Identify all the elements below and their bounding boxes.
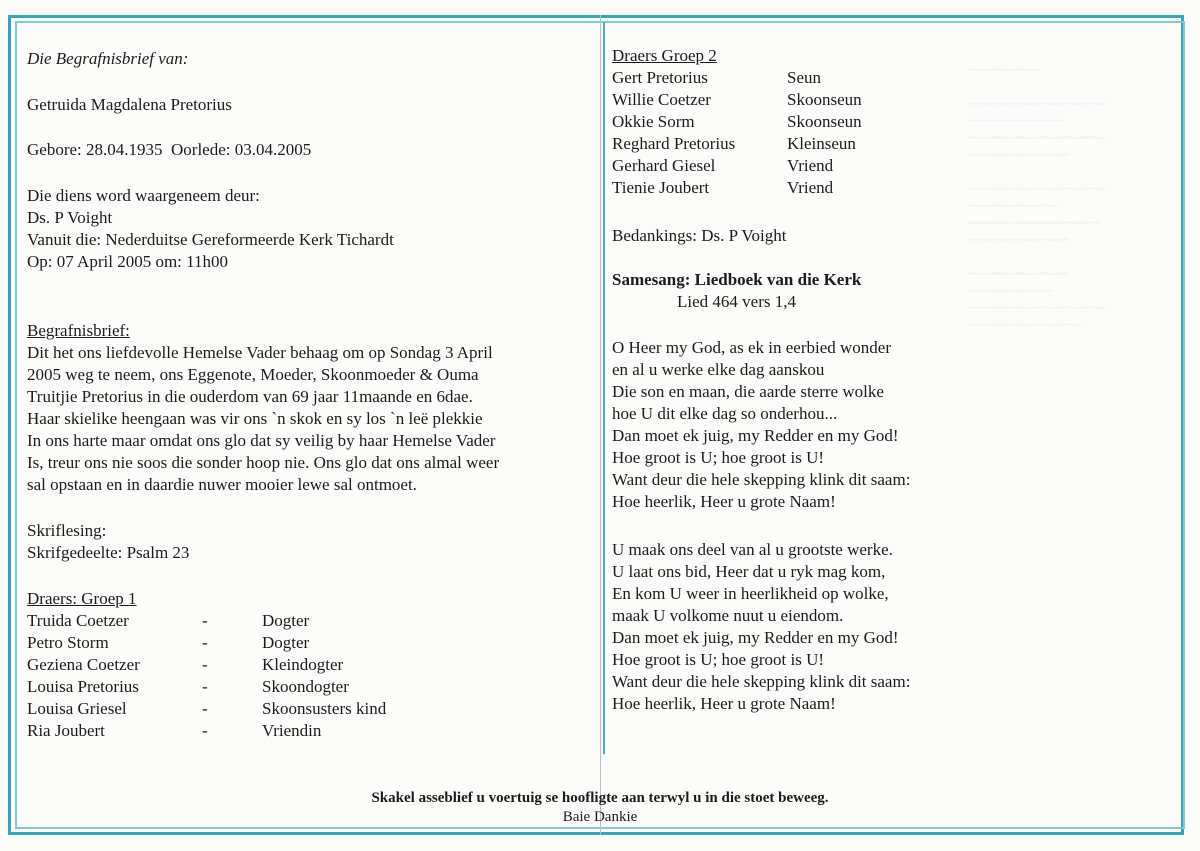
bearer-dash: - [202, 677, 208, 696]
bearers-group1-heading: Draers: Groep 1 [27, 589, 137, 608]
page-fold-line [600, 15, 601, 835]
bearer-name: Ria Joubert [27, 721, 105, 740]
obituary-line: Dit het ons liefdevolle Hemelse Vader behaag om op Sondag 3 April [27, 343, 493, 362]
reading-heading: Skriflesing: [27, 521, 107, 540]
born-date: 28.04.1935 [86, 140, 163, 159]
bearer-dash: - [202, 699, 208, 718]
hymn-line: en al u werke elke dag aanskou [612, 360, 825, 379]
hymn-line: U maak ons deel van al u grootste werke. [612, 540, 893, 559]
service-date-time: Op: 07 April 2005 om: 11h00 [27, 252, 229, 271]
bearer-relation: Vriend [787, 178, 834, 197]
hymn-line: O Heer my God, as ek in eerbied wonder [612, 338, 891, 357]
hymn-line: Hoe heerlik, Heer u grote Naam! [612, 694, 836, 713]
bearer-name: Geziena Coetzer [27, 655, 140, 674]
bearer-dash: - [202, 611, 208, 630]
bearer-name: Petro Storm [27, 633, 109, 652]
reading-passage: Skrifgedeelte: Psalm 23 [27, 543, 190, 562]
hymn-line: Hoe groot is U; hoe groot is U! [612, 650, 825, 669]
obituary-heading: Begrafnisbrief: [27, 321, 130, 340]
hymn-line: En kom U weer in heerlikheid op wolke, [612, 584, 889, 603]
bearer-name: Louisa Pretorius [27, 677, 139, 696]
headlights-notice: Skakel asseblief u voertuig se hoofligte aan terwyl u in die stoet beweeg. [371, 790, 829, 806]
letter-title: Die Begrafnisbrief van: [27, 49, 189, 68]
bearer-relation: Dogter [262, 633, 310, 652]
obituary-line: Truitjie Pretorius in die ouderdom van 69 jaar 11maande en 6dae. [27, 387, 473, 406]
life-dates [27, 139, 311, 161]
bearer-relation: Kleindogter [262, 655, 344, 674]
bearer-dash: - [202, 633, 208, 652]
bearer-relation: Skoondogter [262, 677, 349, 696]
service-minister: Ds. P Voight [27, 208, 113, 227]
obituary-line: Haar skielike heengaan was vir ons `n skok en sy los `n leë plekkie [27, 409, 483, 428]
hymn-line: Die son en maan, die aarde sterre wolke [612, 382, 884, 401]
bearer-name: Tienie Joubert [612, 178, 710, 197]
obituary-line: sal opstaan en in daardie nuwer mooier lewe sal ontmoet. [27, 475, 417, 494]
thanks-line: Bedankings: Ds. P Voight [612, 226, 787, 245]
deceased-name: Getruida Magdalena Pretorius [27, 95, 232, 114]
hymn-line: Want deur die hele skepping klink dit saam: [612, 672, 911, 691]
service-venue: Vanuit die: Nederduitse Gereformeerde Kerk Tichardt [27, 230, 394, 249]
hymn-line: Dan moet ek juig, my Redder en my God! [612, 426, 899, 445]
born-label: Gebore: [27, 140, 82, 159]
bearer-relation: Skoonseun [787, 90, 862, 109]
footer-thanks: Baie Dankie [562, 809, 638, 825]
bearer-relation: Seun [787, 68, 821, 87]
show-through-text: ~~~~~~~~~~~~ ~~~~~~~~~~~~~~~~~~~~~~~ ~~~~~~~~~~~~~~~~ ~~~~~~~~~~~~~~~~~~~~~~~ ~~~~~~~~~~~~~~~~~ ~~~~~~~~~~~~~~~~~~~~~~~ ~~~~~~~~~~~~~~~ ~~~~~~~~~~~~~~~~~~~~~~ ~~~~~~~~~~~~~~~~~ ~~~~~~~~~~~~~~~~~ ~~~~~~~~~~~~~~ ~~~~~~~~~~~~~~~~~~~~~~~ ~~~~~~~~~~~~~~~~~~~ [968, 64, 1105, 331]
hymn-reference: Lied 464 vers 1,4 [677, 292, 796, 311]
bearer-name: Willie Coetzer [612, 90, 711, 109]
bearer-relation: Skoonsusters kind [262, 699, 387, 718]
bearers-group2-heading: Draers Groep 2 [612, 46, 717, 65]
bearer-relation: Kleinseun [787, 134, 856, 153]
bearer-dash: - [202, 721, 208, 740]
column-divider [603, 22, 605, 754]
bearer-relation: Dogter [262, 611, 310, 630]
hymn-heading: Samesang: Liedboek van die Kerk [612, 270, 862, 289]
bearer-name: Gerhard Giesel [612, 156, 716, 175]
service-intro: Die diens word waargeneem deur: [27, 186, 260, 205]
hymn-line: U laat ons bid, Heer dat u ryk mag kom, [612, 562, 886, 581]
bearer-name: Okkie Sorm [612, 112, 695, 131]
bearer-name: Louisa Griesel [27, 699, 127, 718]
obituary-line: 2005 weg te neem, ons Eggenote, Moeder, Skoonmoeder & Ouma [27, 365, 479, 384]
obituary-line: Is, treur ons nie soos die sonder hoop nie. Ons glo dat ons almal weer [27, 453, 500, 472]
hymn-line: Hoe heerlik, Heer u grote Naam! [612, 492, 836, 511]
bearer-name: Gert Pretorius [612, 68, 708, 87]
died-label: Oorlede: [171, 140, 231, 159]
hymn-line: maak U volkome nuut u eiendom. [612, 606, 844, 625]
obituary-line: In ons harte maar omdat ons glo dat sy veilig by haar Hemelse Vader [27, 431, 496, 450]
hymn-line: Want deur die hele skepping klink dit saam: [612, 470, 911, 489]
bearer-relation: Skoonseun [787, 112, 862, 131]
bearer-relation: Vriendin [262, 721, 322, 740]
hymn-line: Dan moet ek juig, my Redder en my God! [612, 628, 899, 647]
bearer-relation: Vriend [787, 156, 834, 175]
bearer-dash: - [202, 655, 208, 674]
bearer-name: Truida Coetzer [27, 611, 129, 630]
hymn-line: Hoe groot is U; hoe groot is U! [612, 448, 825, 467]
hymn-line: hoe U dit elke dag so onderhou... [612, 404, 838, 423]
bearer-name: Reghard Pretorius [612, 134, 736, 153]
died-date: 03.04.2005 [234, 140, 312, 159]
